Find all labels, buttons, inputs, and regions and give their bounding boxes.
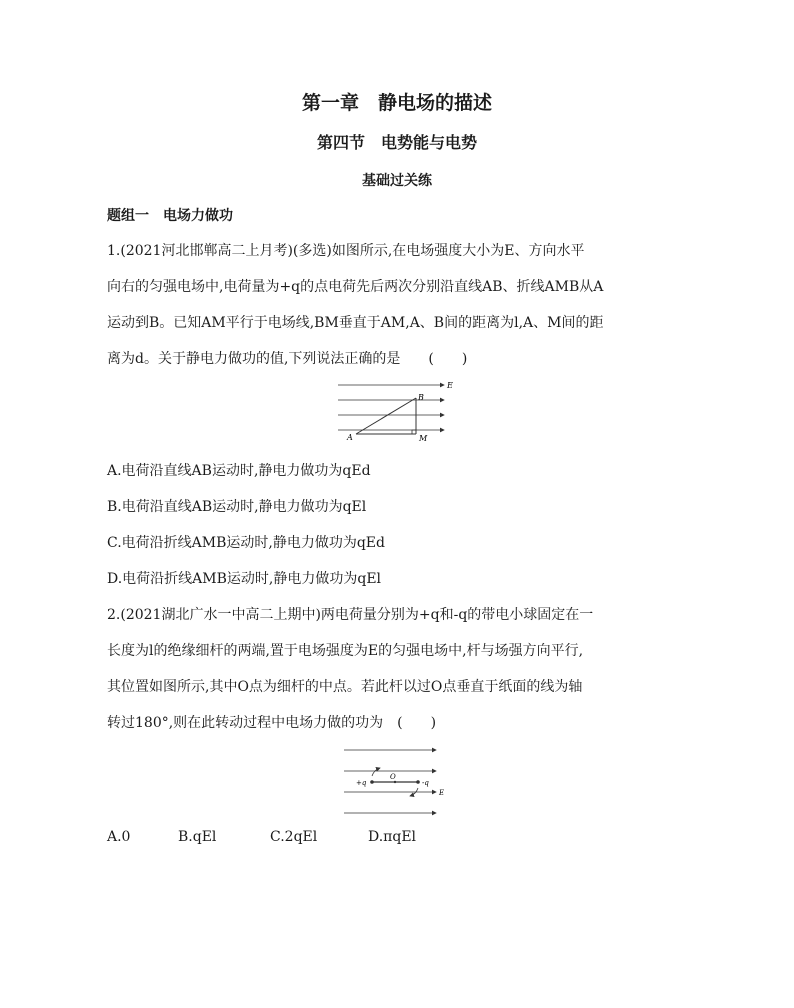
q2-line: 其位置如图所示,其中O点为细杆的中点。若此杆以过O点垂直于纸面的线为轴 xyxy=(107,679,583,695)
q1-option-c[interactable]: C.电荷沿折线AMB运动时,静电力做功为qEd xyxy=(107,535,385,551)
chapter-title: 第一章 静电场的描述 xyxy=(301,92,492,114)
q2-option-d[interactable]: D.πqEl xyxy=(368,829,417,845)
label-o: O xyxy=(390,773,396,781)
q1-option-b[interactable]: B.电荷沿直线AB运动时,静电力做功为qEl xyxy=(107,499,367,515)
q1-line: 1.(2021河北邯郸高二上月考)(多选)如图所示,在电场强度大小为E、方向水平 xyxy=(107,243,585,259)
q2-line: 长度为l的绝缘细杆的两端,置于电场强度为E的匀强电场中,杆与场强方向平行, xyxy=(107,643,584,659)
q1-field-diagram xyxy=(336,378,466,446)
label-minus-q: -q xyxy=(422,779,429,787)
minus-charge xyxy=(416,780,420,784)
q2-option-c[interactable]: C.2qEl xyxy=(270,829,318,845)
segment-ab xyxy=(356,398,416,434)
group-title: 题组一 电场力做功 xyxy=(107,208,233,224)
label-plus-q: +q xyxy=(356,779,367,787)
q1-line: 向右的匀强电场中,电荷量为+q的点电荷先后两次分别沿直线AB、折线AMB从A xyxy=(107,279,604,295)
q2-rod-diagram xyxy=(342,744,454,818)
q2-option-a[interactable]: A.0 xyxy=(107,829,131,845)
subsection-title: 基础过关练 xyxy=(362,173,432,189)
label-a: A xyxy=(347,433,353,442)
q1-line: 离为d。关于静电力做功的值,下列说法正确的是 ( ) xyxy=(107,351,468,367)
right-angle-mark xyxy=(412,430,416,434)
section-title: 第四节 电势能与电势 xyxy=(316,133,477,152)
plus-charge xyxy=(370,780,374,784)
q1-option-a[interactable]: A.电荷沿直线AB运动时,静电力做功为qEd xyxy=(107,463,371,479)
label-e: E xyxy=(447,381,453,390)
rotation-arrow-top xyxy=(372,768,380,776)
center-point xyxy=(394,781,396,783)
q1-option-d[interactable]: D.电荷沿折线AMB运动时,静电力做功为qEl xyxy=(107,571,382,587)
q2-line: 转过180°,则在此转动过程中电场力做的功为 ( ) xyxy=(107,715,437,731)
q1-line: 运动到B。已知AM平行于电场线,BM垂直于AM,A、B间的距离为l,A、M间的距 xyxy=(107,315,604,331)
q2-option-b[interactable]: B.qEl xyxy=(178,829,217,845)
label-e: E xyxy=(439,789,445,797)
q2-line: 2.(2021湖北广水一中高二上期中)两电荷量分别为+q和-q的带电小球固定在一 xyxy=(107,607,594,623)
label-m: M xyxy=(419,434,428,443)
label-b: B xyxy=(418,393,424,402)
